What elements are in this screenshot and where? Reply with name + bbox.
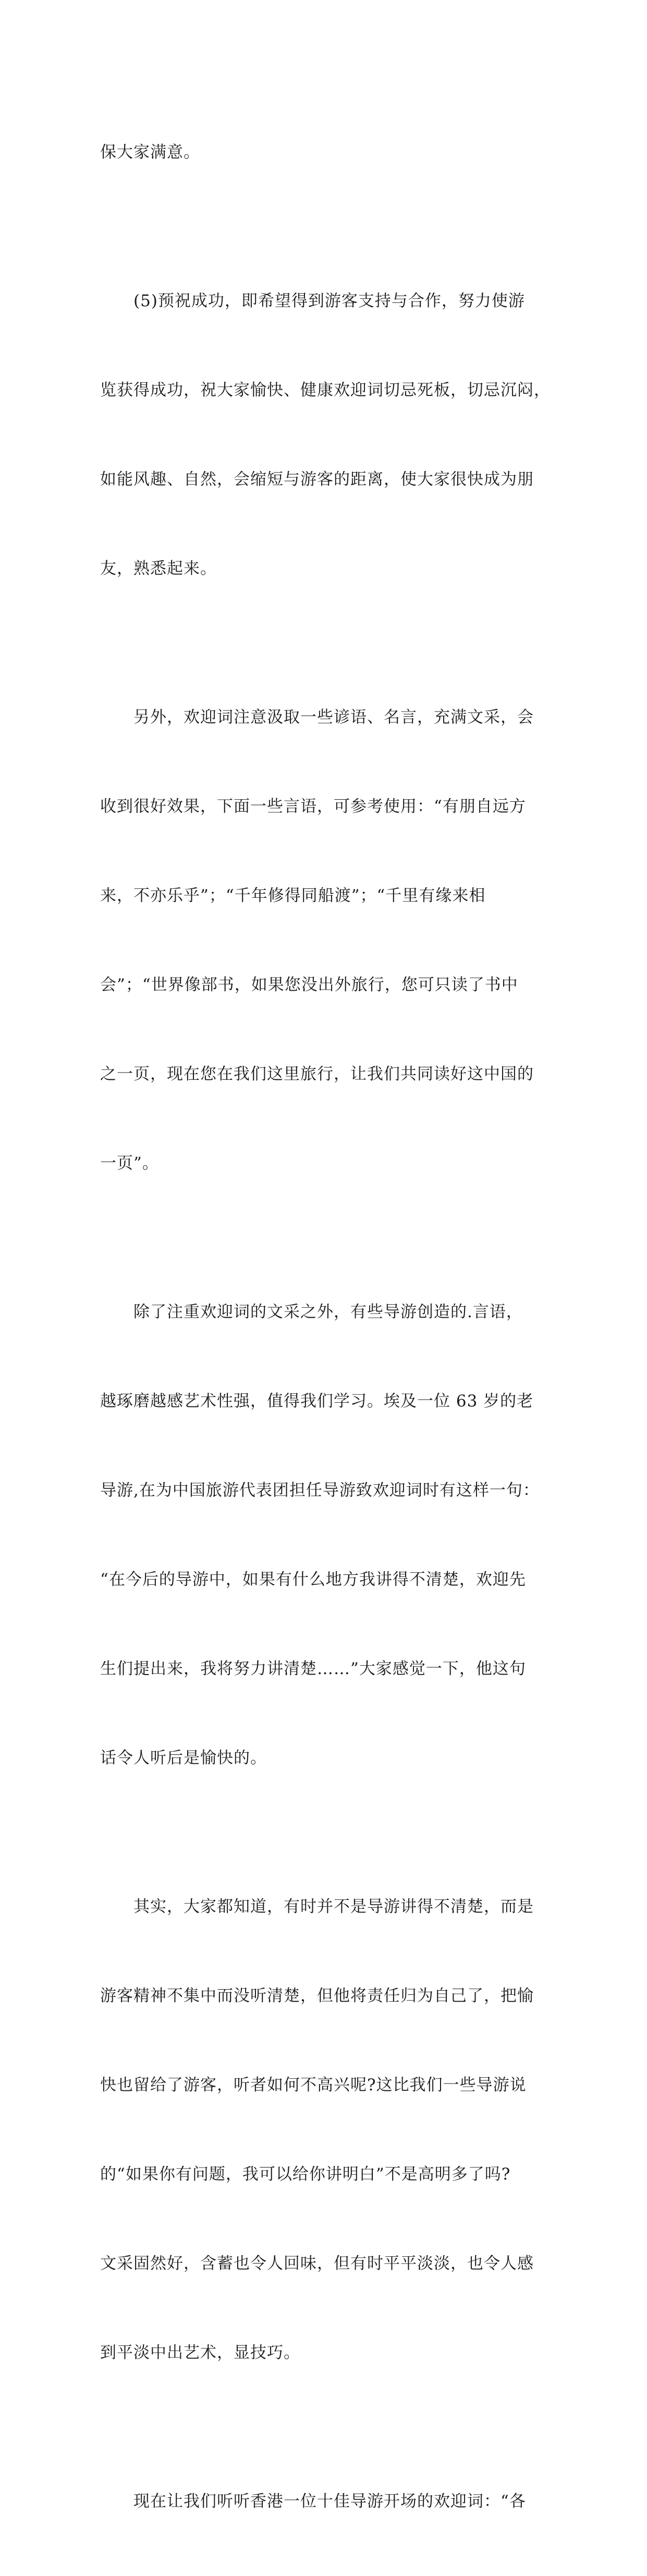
text-line: 之一页，现在您在我们这里旅行，让我们共同读好这中国的 bbox=[100, 1065, 534, 1084]
text-line: 会”；“世界像部书，如果您没出外旅行，您可只读了书中 bbox=[100, 976, 518, 994]
paragraph-5 bbox=[100, 1833, 548, 2427]
text-line: 其实，大家都知道，有时并不是导游讲得不清楚，而是 bbox=[133, 1897, 534, 1916]
text-line: 游客精神不集中而没听清楚，但他将责任归为自己了，把愉 bbox=[100, 1987, 534, 2005]
text-line: 生们提出来，我将努力讲清楚……”大家感觉一下，他这句 bbox=[100, 1659, 526, 1678]
text-line: 览获得成功，祝大家愉快、健康欢迎词切忌死板，切忌沉闷， bbox=[100, 381, 551, 400]
text-line: 导游,在为中国旅游代表团担任导游致欢迎词时有这样一句： bbox=[100, 1481, 540, 1500]
text-line: “在今后的导游中，如果有什么地方我讲得不清楚，欢迎先 bbox=[100, 1570, 526, 1589]
text-line: 保大家满意。 bbox=[100, 143, 200, 162]
text-line: 一页”。 bbox=[100, 1154, 159, 1173]
paragraph-2 bbox=[100, 227, 551, 643]
paragraph-4 bbox=[100, 1238, 548, 1833]
text-line: 话令人听后是愉快的。 bbox=[100, 1749, 267, 1767]
text-line: 来，不亦乐乎”；“千年修得同船渡”；“千里有缘来相 bbox=[100, 886, 486, 905]
paragraph-3 bbox=[100, 643, 548, 1238]
text-line: 现在让我们听听香港一位十佳导游开场的欢迎词：“各 bbox=[133, 2492, 526, 2511]
paragraph-1 bbox=[100, 78, 548, 227]
text-line: 如能风趣、自然，会缩短与游客的距离，使大家很快成为朋 bbox=[100, 470, 534, 489]
text-line: 文采固然好，含蓄也令人回味，但有时平平淡淡，也令人感 bbox=[100, 2254, 534, 2273]
document-body bbox=[100, 78, 551, 2576]
text-line: 另外，欢迎词注意汲取一些谚语、名言，充满文采，会 bbox=[133, 708, 534, 727]
text-line: 到平淡中出艺术，显技巧。 bbox=[100, 2343, 300, 2362]
text-line: 越琢磨越感艺术性强，值得我们学习。埃及一位 63 岁的老 bbox=[100, 1392, 534, 1411]
paragraph-6 bbox=[100, 2427, 548, 2576]
text-line: (5)预祝成功，即希望得到游客支持与合作，努力使游 bbox=[133, 292, 525, 310]
text-line: 除了注重欢迎词的文采之外，有些导游创造的.言语， bbox=[133, 1303, 523, 1321]
text-line: 收到很好效果，下面一些言语，可参考使用：“有朋自远方 bbox=[100, 797, 526, 816]
text-line: 快也留给了游客，听者如何不高兴呢?这比我们一些导游说 bbox=[100, 2076, 527, 2094]
text-line: 友，熟悉起来。 bbox=[100, 559, 217, 578]
text-line: 的“如果你有问题，我可以给你讲明白”不是高明多了吗? bbox=[100, 2165, 511, 2184]
